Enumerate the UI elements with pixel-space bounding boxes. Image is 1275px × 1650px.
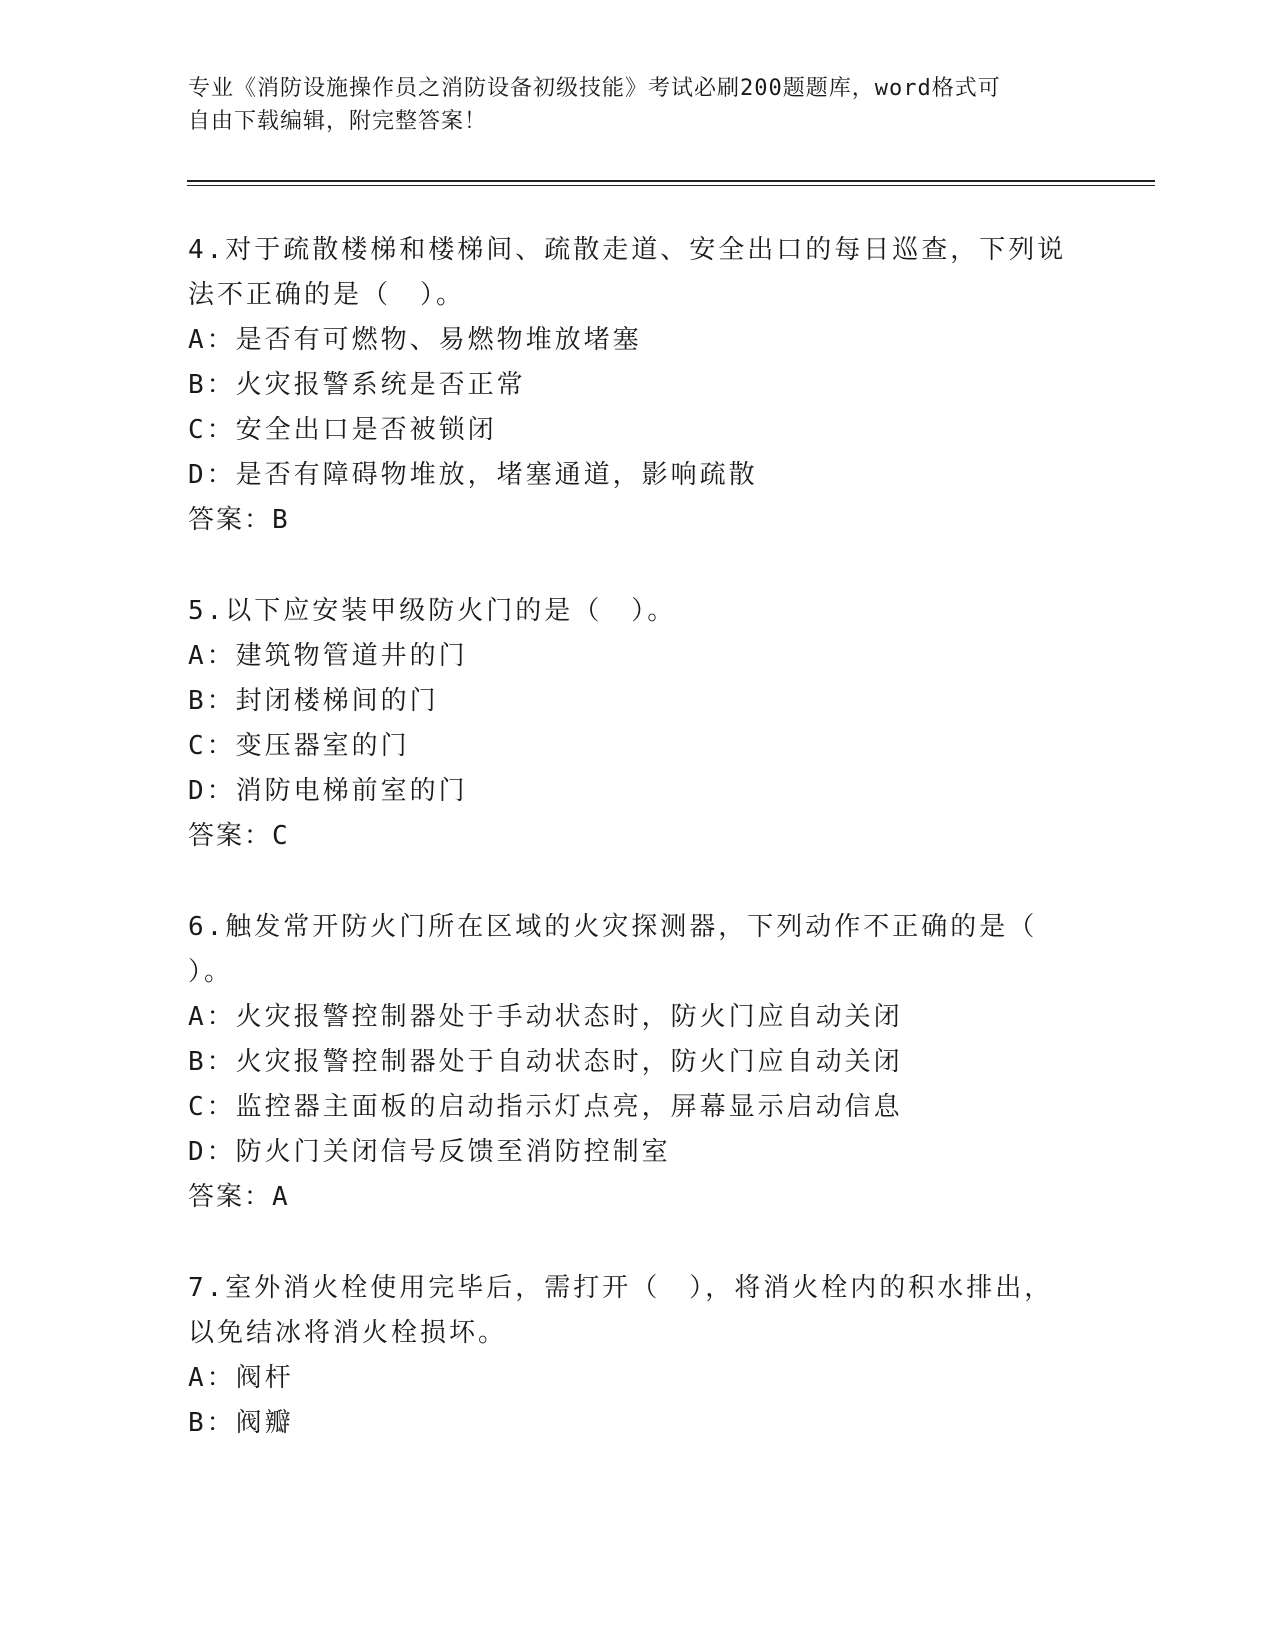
question-stem: 6.触发常开防火门所在区域的火灾探测器，下列动作不正确的是（ [188,912,1038,942]
option-b: B：阀瓣 [188,1408,294,1438]
question-list [188,228,1088,1492]
answer-label: 答案： [188,505,273,535]
header-divider-thin [187,185,1155,186]
option-b: B：封闭楼梯间的门 [188,686,439,716]
option-c: C：安全出口是否被锁闭 [188,415,497,445]
question-4 [188,228,1088,543]
header-line: 自由下载编辑，附完整答案！ [188,109,488,134]
option-a: A：建筑物管道井的门 [188,641,468,671]
answer-line [188,1175,1088,1220]
option-d: D：防火门关闭信号反馈至消防控制室 [188,1137,671,1167]
option-b: B：火灾报警系统是否正常 [188,370,526,400]
question-6 [188,905,1088,1220]
option-c: C：监控器主面板的启动指示灯点亮，屏幕显示启动信息 [188,1092,903,1122]
option-a: A：火灾报警控制器处于手动状态时，防火门应自动关闭 [188,1002,903,1032]
answer-label: 答案： [188,1182,273,1212]
option-d: D：消防电梯前室的门 [188,776,468,806]
header-line: 专业《消防设施操作员之消防设备初级技能》考试必刷200题题库，word格式可 [188,76,1001,101]
answer-value: C [272,821,290,851]
answer-value: B [272,505,290,535]
option-a: A：是否有可燃物、易燃物堆放堵塞 [188,325,642,355]
question-stem: ）。 [188,957,234,987]
option-b: B：火灾报警控制器处于自动状态时，防火门应自动关闭 [188,1047,903,1077]
answer-label: 答案： [188,821,273,851]
header-divider-thick [187,180,1155,182]
answer-line [188,498,1088,543]
question-stem: 5.以下应安装甲级防火门的是（ ）。 [188,596,677,626]
question-stem: 4.对于疏散楼梯和楼梯间、疏散走道、安全出口的每日巡查，下列说 [188,235,1067,265]
question-7 [188,1266,1088,1446]
option-a: A：阀杆 [188,1363,294,1393]
question-stem: 以免结冰将消火栓损坏。 [188,1318,508,1348]
question-5 [188,589,1088,859]
option-d: D：是否有障碍物堆放，堵塞通道，影响疏散 [188,460,758,490]
answer-line [188,814,1088,859]
question-stem: 法不正确的是（ ）。 [188,280,466,310]
option-c: C：变压器室的门 [188,731,410,761]
question-stem: 7.室外消火栓使用完毕后，需打开（ ），将消火栓内的积水排出， [188,1273,1054,1303]
answer-value: A [272,1182,290,1212]
document-header [188,72,1068,138]
